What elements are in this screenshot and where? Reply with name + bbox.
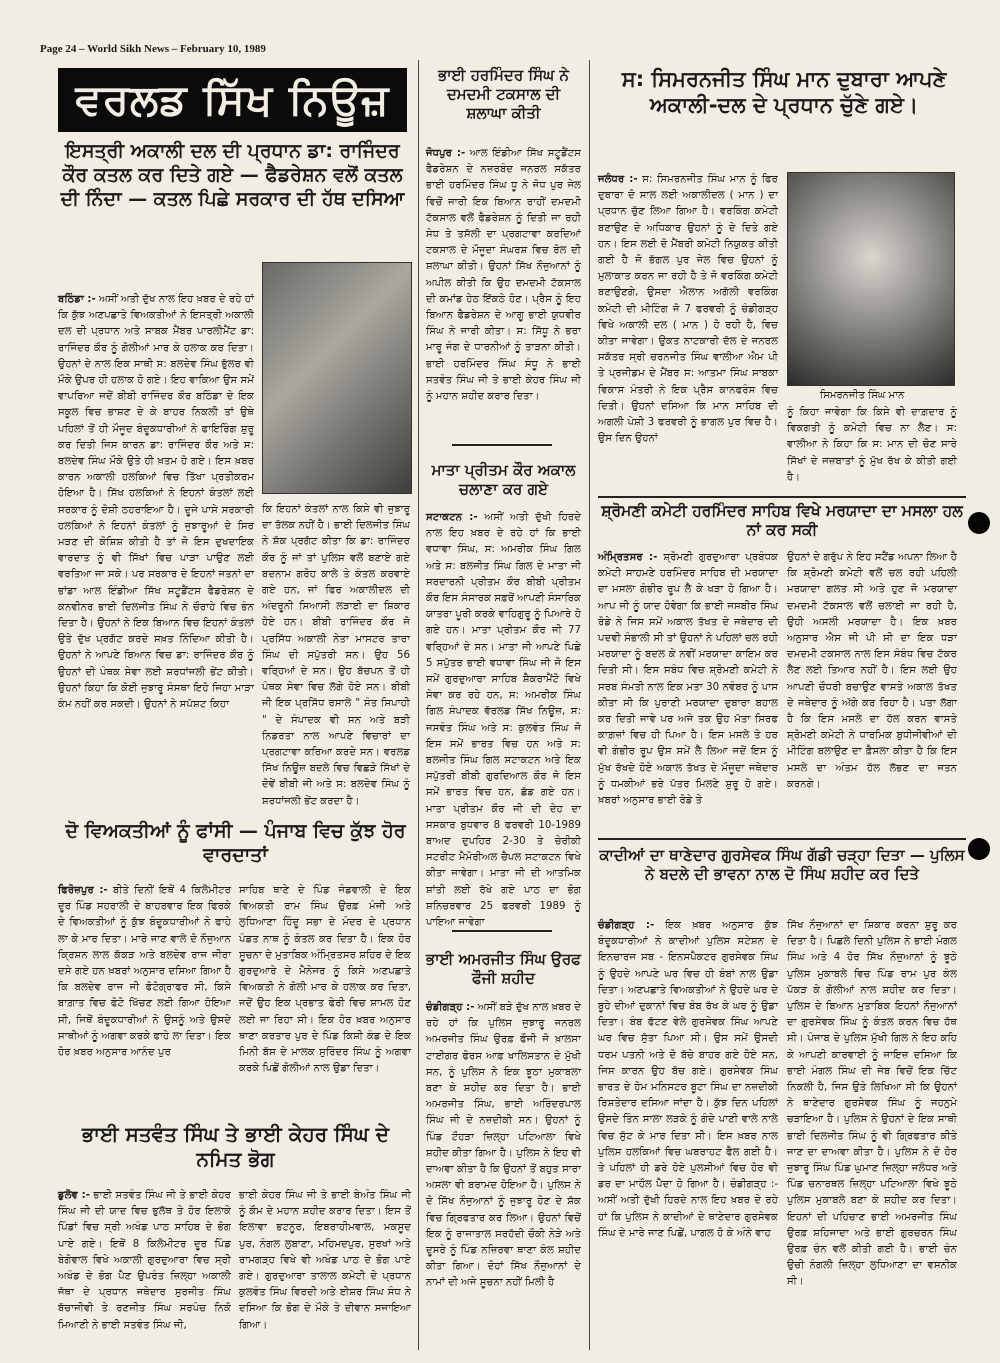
- harminder-body: [426, 146, 581, 428]
- qadian-dateline: ਚੰਡੀਗੜ੍ਹ :-: [598, 920, 655, 931]
- mann-body: [598, 172, 778, 490]
- column-divider-2: [589, 60, 590, 1350]
- harminder-headline: ਭਾਈ ਹਰਮਿੰਦਰ ਸਿੰਘ ਨੇ ਦਮਦਮੀ ਟਕਸਾਲ ਦੀ ਸ਼ਲਾਘਾ ਕੀਤੀ: [438, 66, 569, 122]
- faansi-body-col1: [58, 883, 231, 1108]
- bhog-body-col1: [58, 1188, 231, 1346]
- mata-headline: ਮਾਤਾ ਪ੍ਰੀਤਮ ਕੌਰ ਅਕਾਲ ਚਲਾਣਾ ਕਰ ਗਏ: [431, 461, 576, 498]
- faansi-body-col2: [239, 883, 411, 1108]
- mann-headline: ਸ: ਸਿਮਰਨਜੀਤ ਸਿੰਘ ਮਾਨ ਦੁਬਾਰਾ ਆਪਣੇ ਅਕਾਲੀ-ਦਲ ਦੇ ਪ੍ਰਧਾਨ ਚੁੱਣੇ ਗਏ।: [621, 67, 947, 118]
- faansi-headline: ਦੋ ਵਿਅਕਤੀਆਂ ਨੂੰ ਫਾਂਸੀ — ਪੰਜਾਬ ਵਿਚ ਕੁੱਝ ਹੋਰ ਵਾਰਦਾਤਾਂ: [65, 820, 406, 866]
- shromani-body-text2: ਉਹਨਾਂ ਦੇ ਗਰੁੱਪ ਨੇ ਇਹ ਸਟੈਂਡ ਅਪਨਾ ਲਿਆ ਹੈ ਕਿ ਸ਼੍ਰੋਮਣੀ ਕਮੇਟੀ ਵਲੋਂ ਚਲ ਰਹੀ ਪਹਿਲੀ ਮਰਯਾਦਾ ਗਲਤ ਸੀ ਅਤੇ ਹੁਣ ਜੋ ਮਰਯਾਦਾ ਦਮਦਮੀ ਟੱਕਸਾਲ ਵਲੋਂ ਚਲਾਈ ਜਾ ਰਹੀ ਹੈ, ਉਹੀ ਅਸਲੀ ਮਰਯਾਦਾ ਹੈ। ਇਕ ਖ਼ਬਰ ਅਨੁਸਾਰ ਐਸ ਜੀ ਪੀ ਸੀ ਦਾ ਇਕ ਧੜਾ ਦਮਦਮੀ ਟਕਸਾਲ ਨਾਲ ਇਸ ਸੰਬੰਧ ਵਿਚ ਟੱਕਰ ਲੈਣ ਲਈ ਤਿਆਰ ਨਹੀਂ ਹੈ। ਇਸ ਲਈ ਉਹ ਆਪਣੀ ਚੌਧਰੀ ਬਚਾਉਣ ਵਾਸਤੇ ਅਕਾਲ ਤੱਖਤ ਦੇ ਜਥੇਦਾਰ ਨੂੰ ਅੱਗੇ ਕਰ ਰਿਹਾ ਹੈ। ਪਤਾ ਲੱਗਾ ਹੈ ਕਿ ਇਸ ਮਸਲੇ ਦਾ ਹੱਲ ਕਰਨ ਵਾਸਤੇ ਸ਼੍ਰੋਮਣੀ ਕਮੇਟੀ ਨੇ ਧਾਰਮਿਕ ਬੁਧੀਜੀਵੀਆਂ ਦੀ ਮੀਟਿੰਗ ਬਲਾਉਣ ਦਾ ਫ਼ੈਸਲਾ ਕੀਤਾ ਹੈ ਕਿ ਇਸ ਮਸਲੇ ਦਾ ਅੰਤਮ ਹੱਲ ਲੱਭਣ ਦਾ ਜਤਨ ਕਰਨਗੇ।: [787, 552, 957, 790]
- istri-body-col2: [262, 502, 410, 807]
- shromani-body-col2: [787, 550, 957, 832]
- amarjit-headline: ਭਾਈ ਅਮਰਜੀਤ ਸਿੰਘ ਉਰਫ ਫੌਜੀ ਸ਼ਹੀਦ: [426, 950, 581, 987]
- qadian-body-col1: [598, 918, 778, 1348]
- faansi-body-text2: ਸਾਹਿਬ ਥਾਣੇ ਦੇ ਪਿੰਡ ਜੰਡਵਾਲੀ ਦੇ ਇਕ ਵਿਅਕਤੀ ਰਾਮ ਸਿੰਘ ਉਰਫ਼ ਮੰਜੀ ਅਤੇ ਲੁਧਿਆਣਾ ਹਿੰਦੂ ਸਭਾ ਦੇ ਮੰਦਰ ਦੇ ਪ੍ਰਧਾਨ ਪੰਡਤ ਨਾਥ ਨੂੰ ਕੰਤਲ ਕਰ ਦਿਤਾ ਹੈ। ਇਕ ਹੋਰ ਸੂਚਨਾ ਦੇ ਮੁਤਾਬਿਕ ਅੰਮ੍ਰਿਤਸਰ ਸ਼ਹਿਰ ਦੇ ਇਕ ਗੁਰਦੁਆਰੇ ਦੇ ਮੈਨੇਜਰ ਨੂੰ ਕਿਸੇ ਅਣਪਛਾਤੇ ਵਿਅਕਤੀ ਨੇ ਗੋਲੀ ਮਾਰ ਕੇ ਹਲਾਕ ਕਰ ਦਿਤਾ, ਜਦੋਂ ਉਹ ਇਕ ਪ੍ਰਭਾਤ ਫੇਰੀ ਵਿਚ ਸ਼ਾਮਲ ਹੋਣ ਲਈ ਜਾ ਰਿਹਾ ਸੀ। ਇਕ ਹੋਰ ਖ਼ਬਰ ਅਨੁਸਾਰ ਥਾਣਾ ਕਰਤਾਰ ਪੁਰ ਦੇ ਪਿੰਡ ਕਿਸ਼ੀ ਕੰਡ ਦੇ ਇਕ ਮਿਨੀ ਬੱਸ ਦੇ ਮਾਲਕ ਸੁਰਿੰਦਰ ਸਿੰਘ ਨੂੰ ਅਗਵਾ ਕਰਕੇ ਪਿਛੋਂ ਗੋਲੀਆਂ ਨਾਲ ਉਡਾ ਦਿਤਾ।: [239, 885, 411, 1075]
- rule-mann: [598, 496, 966, 498]
- mann-photo: [787, 172, 955, 386]
- bhog-body-text2: ਭਾਈ ਕੇਹਰ ਸਿੰਘ ਜੀ ਤੇ ਭਾਈ ਬੇਅੰਤ ਸਿੰਘ ਜੀ ਨੂੰ ਕੌਮ ਦੇ ਮਹਾਨ ਸ਼ਹੀਦ ਕਰਾਰ ਦਿਤਾ। ਇਸ ਤੋਂ ਇਲਾਵਾ ਭਟਨੂਰ, ਇਬਰਾਹੀਮਵਾਲ, ਮਕਸੂਦ ਪੁਰ, ਨੰਗਲ ਲੁਬਾਣਾ, ਮਹਿਮਦਪੁਰ, ਸੁਰਖਾਂ ਅਤੇ ਰਾਮਗੜ੍ਹ ਵਿਖੇ ਵੀ ਅਖੰਡ ਪਾਠ ਦੇ ਭੋਗ ਪਾਏ ਗਏ। ਗੁਰਦੁਆਰਾ ਤਾਲਾਲ ਕਮੇਟੀ ਦੇ ਪ੍ਰਧਾਨ ਕੁਲਵੰਤ ਸਿੰਘ ਵਿਰਦੀ ਅਤੇ ਈਸ਼ਰ ਸਿੰਘ ਸੰਧ ਨੇ ਦਸਿਆ ਕਿ ਭੋਗ ਦੇ ਮੌਕੇ ਤੇ ਦੀਵਾਨ ਸਜਾਇਆ ਗਿਆ।: [239, 1190, 411, 1331]
- istri-dateline: ਬਠਿੰਡਾ :-: [58, 294, 96, 305]
- bhog-headline: ਭਾਈ ਸਤਵੰਤ ਸਿੰਘ ਤੇ ਭਾਈ ਕੇਹਰ ਸਿੰਘ ਦੇ ਨਮਿਤ ਭੋਗ: [82, 1122, 389, 1171]
- binder-hole-bottom: [968, 838, 990, 860]
- mann-body-text: ਸ: ਸਿਮਰਨਜੀਤ ਸਿੰਘ ਮਾਨ ਨੂੰ ਫਿਰ ਦੁਬਾਰਾ ਦੋ ਸਾਲ ਲਈ ਅਕਾਲੀਦਲ ( ਮਾਨ ) ਦਾ ਪ੍ਰਧਾਨ ਚੁੱਣ ਲਿਆ ਗਿਆ ਹੈ। ਵਰਕਿੰਗ ਕਮੇਟੀ ਬਣਾਉਣ ਦੇ ਅਧਿਕਾਰ ਉਹਨਾਂ ਨੂੰ ਦੇ ਦਿਤੇ ਗਏ ਹਨ। ਇਸ ਲਈ ਦੋ ਮੈਂਬਰੀ ਕਮੇਟੀ ਨਿਯੁਕਤ ਕੀਤੀ ਗਈ ਹੈ ਜੋ ਭੱਗਲ ਪੁਰ ਜੇਲ ਵਿਚ ਉਹਨਾਂ ਨੂੰ ਮੁਲਾਕਾਤ ਕਰਨ ਜਾ ਰਹੀ ਹੈ ਤੇ ਜੋ ਵਰਕਿੰਗ ਕਮੇਟੀ ਬਣਾਉਣਗੇ, ਉਸਦਾ ਐਲਾਨ ਅਗੱਲੀ ਵਰਕਿੰਗ ਕਮੇਟੀ ਦੀ ਮੀਟਿੰਗ ਜੋ 7 ਫਰਵਰੀ ਨੂੰ ਚੰਡੀਗੜ੍ਹ ਵਿਖੇ ਅਕਾਲੀ ਦਲ ( ਮਾਨ ) ਹੋ ਰਹੀ ਹੈ, ਵਿਚ ਕੀਤਾ ਜਾਵੇਗਾ। ਉਕਤ ਨਾਟਕਾਰੀ ਦੱਲ ਦੇ ਜਨਰਲ ਸਕੱਤਰ ਸ੍ਰੀ ਚਰਨਜੀਤ ਸਿੰਘ ਵਾਲੀਆ ਐਮ ਪੀ ਤੇ ਪ੍ਰਜੀਡਮ ਦੇ ਮੈਂਬਰ ਸ: ਆਤਮਾ ਸਿੰਘ ਸਾਬਕਾ ਵਿਕਾਸ ਮੰਤਰੀ ਨੇ ਇਕ ਪ੍ਰੈਸ ਕਾਨਫਰੰਸ ਵਿਚ ਦਿਤੀ। ਉਹਨਾਂ ਦਸਿਆ ਕਿ ਮਾਨ ਸਾਹਿਬ ਦੀ ਅਗਲੀ ਪੇਸ਼ੀ 3 ਫਰਵਰੀ ਨੂੰ ਭਾਗਲ ਪੁਰ ਵਿਚ ਹੈ। ਉਸ ਦਿਨ ਉਹਨਾਂ: [598, 174, 778, 445]
- column-divider-1: [418, 60, 419, 1350]
- qadian-body-text1: ਇਕ ਖ਼ਬਰ ਅਨੁਸਾਰ ਕੁੱਝ ਬੰਦੂਕਧਾਰੀਆਂ ਨੇ ਕਾਦੀਆਂ ਪੁਲਿਸ ਸਟੇਸ਼ਨ ਦੇ ਇਨਚਾਰਜ ਸਬ - ਇਨਸਪੈਕਟਰ ਗੁਰਸੇਵਕ ਸਿੰਘ ਨੂੰ ਉਹਦੇ ਆਪਣੇ ਘਰ ਵਿਚ ਹੀ ਬੰਬਾਂ ਨਾਲ ਉਡਾ ਦਿਤਾ। ਅਣਪਛਾਤੇ ਵਿਅਕਤੀਆਂ ਨੇ ਉਹਦੇ ਘਰ ਦੇ ਬੂਹੇ ਦੀਆਂ ਦੁਕਾਨਾਂ ਵਿਚ ਬੰਬ ਰੱਖ ਕੇ ਘਰ ਨੂੰ ਉਡਾ ਦਿਤਾ। ਬੰਬ ਫੱਟਣ ਵੇਲੇ ਗੁਰਸੇਵਕ ਸਿੰਘ ਆਪਣੇ ਘਰ ਵਿਚ ਸੁੱਤਾ ਪਿਆ ਸੀ। ਉਸ ਸਮੇਂ ਉਸਦੀ ਧਰਮ ਪਤਨੀ ਅਤੇ ਦੋ ਬੱਚੇ ਬਾਹਰ ਗਏ ਹੋਏ ਸਨ, ਜਿਸ ਕਾਰਨ ਉਹ ਬੱਚ ਗਏ। ਗੁਰਸੇਵਕ ਸਿੰਘ ਭਾਰਤ ਦੇ ਹੋਮ ਮਨਿਸਟਰ ਬੂਟਾ ਸਿੰਘ ਦਾ ਨਜ਼ਦੀਕੀ ਰਿਸ਼ਤੇਦਾਰ ਦਸਿਆ ਜਾਂਦਾ ਹੈ। ਕੁੱਝ ਦਿਨ ਪਹਿਲਾਂ ਉਸਦੇ ਤਿੰਨ ਸਾਲਾ ਲੜਕੇ ਨੂੰ ਗੰਦੇ ਪਾਣੀ ਵਾਲੇ ਨਾਲੇ ਵਿਚ ਸੁੱਟ ਕੇ ਮਾਰ ਦਿਤਾ ਸੀ। ਇਸ ਖ਼ਬਰ ਨਾਲ ਪੁਲਿਸ ਹਲਕਿਆਂ ਵਿਚ ਘਬਰਾਹਟ ਫੈਲ ਗਈ ਹੈ। ਤੇ ਪਹਿਲਾਂ ਹੀ ਡਰੇ ਹੋਏ ਪੁਲਸੀਆਂ ਵਿਚ ਹੋਰ ਵੀ ਡਰ ਦਾ ਮਾਹੌਲ ਪੈਦਾ ਹੋ ਗਿਆ ਹੈ। ਚੰਡੀਗੜ੍ਹ :- ਅਸੀਂ ਅਤੀ ਦੁੱਖੀ ਹਿਰਦੇ ਨਾਲ ਇਹ ਖ਼ਬਰ ਦੇ ਰਹੇ ਹਾਂ ਕਿ ਪੁਲਿਸ ਨੇ ਕਾਦੀਆਂ ਦੇ ਥਾਣੇਦਾਰ ਗੁਰਸੇਵਕ ਸਿੰਘ ਦੇ ਮਾਰੇ ਜਾਣ ਪਿਛੋਂ, ਪਾਗਲ ਹੋ ਕੇ ਅੰਨੇ ਵਾਹ: [598, 920, 778, 1239]
- istri-headline: ਇਸਤ੍ਰੀ ਅਕਾਲੀ ਦਲ ਦੀ ਪ੍ਰਧਾਨ ਡਾ: ਰਾਜਿੰਦਰ ਕੌਰ ਕਤਲ ਕਰ ਦਿਤੇ ਗਏ — ਫੈਡਰੇਸ਼ਨ ਵਲੋਂ ਕਤਲ ਦੀ ਨਿੰਦਾ — ਕਤਲ ਪਿਛੇ ਸਰਕਾਰ ਦੀ ਹੱਥ ਦਸਿਆ: [60, 140, 405, 210]
- qadian-headline: ਕਾਦੀਆਂ ਦਾ ਥਾਣੇਦਾਰ ਗੁਰਸੇਵਕ ਸਿੰਘ ਗੱਡੀ ਚੜ੍ਹਾ ਦਿਤਾ — ਪੁਲਿਸ ਨੇ ਬਦਲੇ ਦੀ ਭਾਵਨਾ ਨਾਲ ਦੋ ਸਿੰਘ ਸ਼ਹੀਦ ਕਰ ਦਿਤੇ: [599, 846, 965, 883]
- mann-body-col2: [787, 405, 957, 489]
- istri-body-col1: [58, 292, 254, 812]
- harminder-body-text: ਆਲ ਇੰਡੀਆ ਸਿੱਖ ਸਟੂਡੈਂਟਸ ਫੈਡਰੇਸ਼ਨ ਦੇ ਨਜ਼ਰਬੰਦ ਜਨਰਲ ਸਕੱਤਰ ਭਾਈ ਹਰਮਿੰਦਰ ਸਿੰਘ ਧੂ ਨੇ ਜੋਧ ਪੁਰ ਜੇਲ ਵਿਚੋਂ ਜਾਰੀ ਇਕ ਬਿਆਨ ਰਾਹੀਂ ਦਮਦਮੀ ਟੱਕਸਾਲ ਵਲੋਂ ਫੈਡਰੇਸ਼ਨ ਨੂੰ ਦਿਤੀ ਜਾ ਰਹੀ ਸੇਧ ਤੇ ਤਸੱਲੀ ਦਾ ਪ੍ਰਗਟਾਵਾ ਕਰਦਿਆਂ ਟਕਸਾਲ ਦੇ ਮੌਜੂਦਾ ਸੰਘਰਸ਼ ਵਿਚ ਰੋਲ ਦੀ ਸ਼ਲਾਘਾ ਕੀਤੀ। ਉਹਨਾਂ ਸਿੱਖ ਨੌਜੁਆਨਾਂ ਨੂੰ ਅਪੀਲ ਕੀਤੀ ਕਿ ਉਹ ਦਮਦਮੀ ਟੱਕਸਾਲ ਦੀ ਕਮਾਂਡ ਹੇਠ ਇੱਕਠੇ ਹੋਣ। ਪ੍ਰੈਸ ਨੂੰ ਇਹ ਬਿਆਨ ਫੈਡਰੇਸ਼ਨ ਦੇ ਆਗੂ ਭਾਈ ਯੁਧਵੀਰ ਸਿੰਘ ਨੇ ਜਾਰੀ ਕੀਤਾ। ਸ: ਸਿੱਧੂ ਨੇ ਭਰਾ ਮਾਰੂ ਜੰਗ ਦੇ ਧਾਰਨੀਆਂ ਨੂੰ ਤਾੜਨਾ ਕੀਤੀ। ਭਾਈ ਹਰਮਿੰਦਰ ਸਿੰਘ ਸੰਧੂ ਨੇ ਭਾਈ ਸਤਵੰਤ ਸਿੰਘ ਜੀ ਤੇ ਭਾਈ ਕੇਹਰ ਸਿੰਘ ਜੀ ਨੂੰ ਮਹਾਨ ਸ਼ਹੀਦ ਕਰਾਰ ਦਿਤਾ।: [426, 148, 581, 403]
- harminder-dateline: ਜੋਧਪੁਰ :-: [426, 148, 466, 159]
- rule-harminder: [452, 444, 552, 446]
- shromani-body-col1: [598, 550, 778, 832]
- rajinder-kaur-photo: [262, 262, 412, 494]
- mata-body-text: ਅਸੀਂ ਅਤੀ ਦੁੱਖੀ ਹਿਰਦੇ ਨਾਲ ਇਹ ਖ਼ਬਰ ਦੇ ਰਹੇ ਹਾਂ ਕਿ ਭਾਈ ਵਧਾਵਾ ਸਿੰਘ, ਸ: ਅਮਰੀਕ ਸਿੰਘ ਗਿਲ ਅਤੇ ਸ: ਬਲਜੀਤ ਸਿੰਘ ਗਿਲ ਦੇ ਮਾਤਾ ਜੀ ਸਰਦਾਰਨੀ ਪ੍ਰੀਤਮ ਕੌਰ ਬੀਬੀ ਪ੍ਰੀਤਮ ਕੌਰ ਇਸ ਸੰਸਾਰਕ ਸਫ਼ਰੋਂ ਆਪਣੀ ਸੰਸਾਰਿਕ ਯਾਤਰਾ ਪੂਰੀ ਕਰਕੇ ਵਾਹਿਗੁਰੂ ਨੂੰ ਪਿਆਰੇ ਹੋ ਗਏ ਹਨ। ਮਾਤਾ ਪ੍ਰੀਤਮ ਕੌਰ ਜੀ 77 ਵਰ੍ਹਿਆਂ ਦੇ ਸਨ। ਮਾਤਾ ਜੀ ਆਪਣੇ ਪਿਛੇ 5 ਸਪੁੱਤਰ ਭਾਈ ਵਧਾਵਾ ਸਿੰਘ ਜੀ ਜੋ ਇਸ ਸਮੇਂ ਗੁਰਦੁਆਰਾ ਸਾਹਿਬ ਸ਼ੈਕਰਾਮੈਂਟੋ ਵਿਖੇ ਸੇਵਾ ਕਰ ਰਹੇ ਹਨ, ਸ: ਅਮਰੀਕ ਸਿੰਘ ਗਿਲ ਸੰਪਾਦਕ ਵੱਰਲਡ ਸਿੱਖ ਨਿਊਜ਼, ਸ: ਜਸਵੰਤ ਸਿੰਘ ਅਤੇ ਸ: ਕੁਲਵੰਤ ਸਿੰਘ ਜੋ ਇਸ ਸਮੇਂ ਭਾਰਤ ਵਿਚ ਹਨ ਅਤੇ ਸ: ਬਲਜੀਤ ਸਿੰਘ ਗਿਲ ਸਟਾਕਟਨ ਅਤੇ ਇਕ ਸਪੁੱਤਰੀ ਬੀਬੀ ਗੁਰਦਿਆਲ ਕੌਰ ਜੋ ਇਸ ਸਮੇਂ ਭਾਰਤ ਵਿਚ ਹਨ, ਛੱਡ ਗਏ ਹਨ। ਮਾਤਾ ਪ੍ਰੀਤਮ ਕੌਰ ਜੀ ਦੀ ਦੇਹ ਦਾ ਸਸਕਾਰ ਬੁਧਵਾਰ 8 ਫਰਵਰੀ 10-1989 ਬਾਅਦ ਦੁਪਹਿਰ 2-30 ਤੇ ਚੇਰੀਕੀ ਸਟਰੀਟ ਮੈਮੋਰੀਅਲ ਚੈਪਲ ਸਟਾਕਟਨ ਵਿਖੇ ਕੀਤਾ ਜਾਵੇਗਾ। ਮਾਤਾ ਜੀ ਦੀ ਆਤਮਿਕ ਸ਼ਾਂਤੀ ਲਈ ਰੱਖੇ ਗਏ ਪਾਠ ਦਾ ਭੋਗ ਸ਼ਨਿਚਰਵਾਰ 25 ਫਰਵਰੀ 1989 ਨੂੰ ਪਾਇਆ ਜਾਵੇਗਾ: [426, 512, 582, 929]
- masthead: ਵਰਲਡ ਸਿੱਖ ਨਿਊਜ਼: [58, 68, 407, 132]
- amarjit-body: [426, 1000, 581, 1348]
- istri-body-text1: ਅਸੀਂ ਅਤੀ ਦੁੱਖ ਨਾਲ ਇਹ ਖ਼ਬਰ ਦੇ ਰਹੇ ਹਾਂ ਕਿ ਕੁੱਝ ਅਣਪਛਾਤੇ ਵਿਅਕਤੀਆਂ ਨੇ ਇਸਤ੍ਰੀ ਅਕਾਲੀ ਦਲ ਦੀ ਪ੍ਰਧਾਨ ਅਤੇ ਸਾਬਕ ਮੈਂਬਰ ਪਾਰਲੀਮੈਂਟ ਡਾ: ਰਾਜਿੰਦਰ ਕੌਰ ਨੂੰ ਗੋਲੀਆਂ ਮਾਰ ਕੇ ਹਲਾਕ ਕਰ ਦਿਤਾ। ਉਹਨਾਂ ਦੇ ਨਾਲ ਇਕ ਸਾਥੀ ਸ: ਬਲਦੇਵ ਸਿੰਘ ਭੁੱਲਰ ਵੀ ਮੌਕੇ ਉਪਰ ਹੀ ਹਲਾਕ ਹੋ ਗਏ। ਇਹ ਵਾਕਿਆ ਉਸ ਸਮੇਂ ਵਾਪਰਿਆ ਜਦੋਂ ਬੀਬੀ ਰਾਜਿੰਦਰ ਕੌਰ ਬਠਿੰਡਾ ਦੇ ਇਕ ਸਕੂਲ ਵਿਚ ਭਾਸ਼ਣ ਦੇ ਕੇ ਬਾਹਰ ਨਿਕਲੀ ਤਾਂ ਉਥੇ ਪਹਿਲਾਂ ਤੋਂ ਹੀ ਮੌਜੂਦ ਬੰਦੂਕਧਾਰੀਆਂ ਨੇ ਫਾਇਰਿੰਗ ਸ਼ੁਰੂ ਕਰ ਦਿਤੀ ਜਿਸ ਕਾਰਨ ਡਾ: ਰਾਜਿੰਦਰ ਕੌਰ ਅਤੇ ਸ: ਬਲਦੇਵ ਸਿੰਘ ਮੌਕੇ ਉਤੇ ਹੀ ਖ਼ਤਮ ਹੋ ਗਏ। ਇਸ ਖ਼ਬਰ ਕਾਰਨ ਅਕਾਲੀ ਹਲਕਿਆਂ ਵਿਚ ਤਿੱਖਾ ਪ੍ਰਤੀਕਰਮ ਹੋਇਆ ਹੈ। ਸਿੱਖ ਹਲਕਿਆਂ ਨੇ ਇਹਨਾਂ ਕੰਤਲਾਂ ਲਈ ਸਰਕਾਰ ਨੂੰ ਦੋਸ਼ੀ ਠਹਰਾਇਆ ਹੈ। ਦੂਜੇ ਪਾਸੇ ਸਰਕਾਰੀ ਹਲਕਿਆਂ ਨੇ ਇਹਨਾਂ ਕੰਤਲਾਂ ਨੂੰ ਜੁਝਾਰੂਆਂ ਦੇ ਸਿਰ ਮੜਣ ਦੀ ਕੋਸ਼ਿਸ਼ ਕੀਤੀ ਹੈ ਤਾਂ ਜੋ ਇਸ ਦੁਖਦਾਇਕ ਵਾਰਦਾਤ ਨੂੰ ਵੀ ਸਿੱਖਾਂ ਵਿਚ ਪਾੜਾ ਪਾਉਣ ਲਈ ਵਰਤਿਆ ਜਾ ਸਕੇ। ਪਰ ਸਰਕਾਰ ਦੇ ਇਹਨਾਂ ਜਤਨਾਂ ਦਾ ਭਾਂਡਾ ਆਲ ਇੰਡੀਆ ਸਿੱਖ ਸਟੂਡੈਂਟਸ ਫੈਡਰੇਸ਼ਨ ਦੇ ਕਨਵੀਨਰ ਭਾਈ ਦਿਲਜੀਤ ਸਿੰਘ ਨੇ ਚੌਰਾਹੇ ਵਿਚ ਭੰਨ ਦਿਤਾ ਹੈ। ਉਹਨਾਂ ਨੇ ਇਕ ਬਿਆਨ ਵਿਚ ਇਹਨਾਂ ਕੰਤਲਾਂ ਉਤੇ ਦੁੱਖ ਪ੍ਰਗੱਟ ਕਰਦੇ ਸਖ਼ਤ ਨਿੰਦਿਆ ਕੀਤੀ ਹੈ। ਉਹਨਾਂ ਨੇ ਆਪਣੇ ਬਿਆਨ ਵਿਚ ਡਾ: ਰਾਜਿੰਦਰ ਕੌਰ ਨੂੰ ਉਹਨਾਂ ਦੀ ਪੰਥਕ ਸੇਵਾ ਲਈ ਸ਼ਰਧਾਂਜਲੀ ਭੇਂਟ ਕੀਤੀ। ਉਹਨਾਂ ਕਿਹਾ ਕਿ ਕੋਈ ਜੁਝਾਰੂ ਸੰਸਥਾ ਇਹੋ ਜਿਹਾ ਮਾੜਾ ਕੰਮ ਨਹੀਂ ਕਰ ਸਕਦੀ। ਉਹਨਾਂ ਨੇ ਸਪੱਸ਼ਟ ਕਿਹਾ: [58, 294, 254, 711]
- amarjit-dateline: ਚੰਡੀਗੜ੍ਹ :-: [426, 1002, 475, 1013]
- bhog-body-text1: ਭਾਈ ਸਤਵੰਤ ਸਿੰਘ ਜੀ ਤੇ ਭਾਈ ਕੇਹਰ ਸਿੰਘ ਜੀ ਦੀ ਯਾਦ ਵਿਚ ਭੁਲੱਥ ਤੇ ਹੋਰ ਇਲਾਕੇ ਪਿੰਡਾਂ ਵਿਚ ਸ੍ਰੀ ਅਖੰਡ ਪਾਠ ਸਾਹਿਬ ਦੇ ਭੋਗ ਪਾਏ ਗਏ। ਇਥੋਂ 8 ਕਿਲੋਮੀਟਰ ਦੂਰ ਪਿੰਡ ਬੇਗੋਵਾਲ ਵਿਖੇ ਅਕਾਲੀ ਗੁਰਦੁਆਰਾ ਵਿਚ ਸ੍ਰੀ ਅਖੰਡ ਦੇ ਭੋਗ ਪੈਣ ਉਪਰੰਤ ਜ਼ਿਲ੍ਹਾ ਅਕਾਲੀ ਜੱਥਾ ਦੇ ਪ੍ਰਧਾਨ ਜਥੇਦਾਰ ਸੁਰਜੀਤ ਸਿੰਘ ਬੱਚਾਜੀਵੀ ਤੇ ਰਣਜੀਤ ਸਿੰਘ ਸਰਪੰਚ ਨਿਕੋ ਮਿਆਣੀ ਨੇ ਭਾਈ ਸਤਵੰਤ ਸਿੰਘ ਜੀ,: [58, 1190, 231, 1331]
- rule-mata: [452, 930, 552, 932]
- mann-dateline: ਜਲੰਧਰ :-: [598, 174, 638, 185]
- bhog-dateline: ਡੁਲੋਵ :-: [58, 1190, 90, 1201]
- qadian-body-col2: [787, 918, 957, 1348]
- mata-dateline: ਸਟਾਕਟਨ :-: [426, 512, 478, 523]
- binder-hole-top: [968, 512, 990, 534]
- shromani-dateline: ਅੰਮ੍ਰਿਤਸਰ :-: [598, 552, 658, 563]
- bhog-body-col2: [239, 1188, 411, 1346]
- amarjit-body-text: ਅਸੀਂ ਬੜੇ ਦੁੱਖ ਨਾਲ ਖ਼ਬਰ ਦੇ ਰਹੇ ਹਾਂ ਕਿ ਪੁਲਿਸ ਜੁਝਾਰੂ ਜਨਰਲ ਅਮਰਜੀਤ ਸਿੰਘ ਉਰਫ਼ ਫੌਜੀ ਜੋ ਖ਼ਾਲਸਾ ਟਾਈਗਰ ਫੋਰਸ ਆਫ਼ ਖਾਲਿਸਤਾਨ ਦੇ ਮੁੱਖੀ ਸਨ, ਨੂੰ ਪੁਲਿਸ ਨੇ ਇਕ ਝੂਠਾ ਮੁਕਾਬਲਾ ਬਣਾ ਕੇ ਸ਼ਹੀਦ ਕਰ ਦਿਤਾ ਹੈ। ਭਾਈ ਅਮਰਜੀਤ ਸਿੰਘ, ਭਾਈ ਅਰਿੰਦਰਪਾਲ ਸਿੰਘ ਜੀ ਦੇ ਨਜ਼ਦੀਕੀ ਸਨ। ਉਹਨਾਂ ਨੂੰ ਪਿੰਡ ਟੌਹੜਾ ਜ਼ਿਲ੍ਹਾ ਪਟਿਆਲਾ ਵਿਖੇ ਸ਼ਹੀਦ ਕੀਤਾ ਗਿਆ ਹੈ। ਪੁਲਿਸ ਨੇ ਇਹ ਵੀ ਦਾਅਵਾ ਕੀਤਾ ਹੈ ਕਿ ਉਹਨਾਂ ਤੋਂ ਬਹੁਤ ਸਾਰਾ ਅਸਲਾ ਵੀ ਬਰਾਮਦ ਹੋਇਆ ਹੈ। ਪੁਲਿਸ ਨੇ ਦੋ ਸਿੱਖ ਨੌਜੁਆਨਾਂ ਨੂੰ ਜੁਝਾਰੂ ਹੋਣ ਦੇ ਸ਼ੱਕ ਵਿਚ ਗ੍ਰਿਫਤਾਰ ਕਰ ਲਿਆ। ਉਹਨਾਂ ਵਿਚੋਂ ਇਕ ਨੂੰ ਰਾਜਾਤਾਲ ਸਰਹੱਦੀ ਚੌਕੀ ਨੇੜੇ ਅਤੇ ਦੂਸਰੇ ਨੂੰ ਪਿੰਡ ਨਜ਼ਿਰਵਾ ਥਾਣਾ ਕੰਲ ਸ਼ਹੀਦ ਕੀਤਾ ਗਿਆ। ਦੋਹਾਂ ਸਿੱਖ ਨੌਜੁਆਨਾਂ ਦੇ ਨਾਮਾਂ ਦੀ ਅਜੇ ਸੂਚਨਾ ਨਹੀਂ ਮਿਲੀ ਹੈ: [426, 1002, 581, 1289]
- mann-photo-caption: ਸਿਮਰਨਜੀਤ ਸਿੰਘ ਮਾਨ: [820, 390, 905, 401]
- faansi-dateline: ਫਿਰੋਜ਼ਪੁਰ :-: [58, 885, 108, 896]
- istri-body-text2: ਕਿ ਇਹਨਾਂ ਕੰਤਲਾਂ ਨਾਲ ਕਿਸੇ ਵੀ ਜੁਝਾਰੂ ਦਾ ਤੱਲਕ ਨਹੀਂ ਹੈ। ਭਾਈ ਦਿਲਜੀਤ ਸਿੰਘ ਨੇ ਸ਼ੱਕ ਪ੍ਰਗੱਟ ਕੀਤਾ ਕਿ ਡਾ: ਰਾਜਿੰਦਰ ਕੌਰ ਨੂੰ ਜਾਂ ਤਾਂ ਪੁਲਿਸ ਵਲੋਂ ਬਣਾਏ ਗਏ ਬਦਨਾਮ ਗਰੋਹ ਕਾਲੇ ਤੇ ਕੰਤਲ ਕਰਵਾਏ ਗਏ ਹਨ, ਜਾਂ ਫਿਰ ਅਕਾਲੀਦਲ ਦੀ ਅੰਦਰੂਨੀ ਸਿਆਸੀ ਲੜਾਈ ਦਾ ਸ਼ਿਕਾਰ ਹੋਏ ਹਨ। ਬੀਬੀ ਰਾਜਿੰਦਰ ਕੌਰ ਜੋ ਪ੍ਰਸਿੱਧ ਅਕਾਲੀ ਨੇਤਾ ਮਾਸਟਰ ਤਾਰਾ ਸਿੰਘ ਦੀ ਸਪੁੱਤਰੀ ਸਨ। ਉਹ 56 ਵਰ੍ਹਿਆਂ ਦੇ ਸਨ। ਉਹ ਬੱਚਪਨ ਤੋਂ ਹੀ ਪੰਥਕ ਸੇਵਾ ਵਿਚ ਲੱਗੇ ਹੋਏ ਸਨ। ਬੀਬੀ ਜੀ ਇਕ ਪ੍ਰਸਿੱਧ ਰਸਾਲੇ " ਸੰਤ ਸਿਪਾਹੀ " ਦੇ ਸੰਪਾਦਕ ਵੀ ਸਨ ਅਤੇ ਬੜੀ ਨਿਡਰਤਾ ਨਾਲ ਆਪਣੇ ਵਿਚਾਰਾਂ ਦਾ ਪ੍ਰਗਟਾਵਾ ਕਰਿਆ ਕਰਦੇ ਸਨ। ਵਰਲਡ ਸਿੱਖ ਨਿਊਜ਼ ਬਦਲੇ ਵਿਚ ਵਿਛੜੇ ਸਿੱਖਾਂ ਦੇ ਦੋਵੇਂ ਬੀਬੀ ਜੀ ਅਤੇ ਸ: ਬਲਦੇਵ ਸਿੰਘ ਨੂੰ ਸ਼ਰਧਾਂਜਲੀ ਭੇਂਟ ਕਰਦਾ ਹੈ।: [262, 504, 410, 807]
- qadian-body-text2: ਸਿੱਖ ਨੌਜੁਆਨਾਂ ਦਾ ਸ਼ਿਕਾਰ ਕਰਨਾ ਸ਼ੁਰੂ ਕਰ ਦਿਤਾ ਹੈ। ਪਿਛਲੇ ਦਿਨੀ ਪੁਲਿਸ ਨੇ ਭਾਈ ਮੰਗਲ ਸਿੰਘ ਅਤੇ 4 ਹੋਰ ਸਿੱਖ ਨੌਜੁਆਨਾਂ ਨੂੰ ਝੂਠੇ ਪੁਲਿਸ ਮੁਕਾਬਲੇ ਵਿਚ ਪਿੰਡ ਰਾਮ ਪੁਰ ਕੰਲ ਪੱਕੜ ਕੇ ਗੋਲੀਆਂ ਨਾਲ ਸ਼ਹੀਦ ਕਰ ਦਿਤਾ। ਪੁਲਿਸ ਦੇ ਬਿਆਨ ਮੁਤਾਬਿਕ ਇਹਨਾਂ ਨੌਜੁਆਨਾਂ ਦਾ ਗੁਰਸੇਵਕ ਸਿੰਘ ਨੂੰ ਕੰਤਲ ਕਰਨ ਵਿਚ ਹੱਥ ਸੀ। ਪੰਜਾਬ ਦੇ ਪੁਲਿਸ ਮੁੱਖੀ ਗਿਲ ਨੇ ਇਹ ਕਹਿ ਕੇ ਆਪਣੀ ਕਾਰਵਾਈ ਨੂੰ ਜਾਇਜ਼ ਦਸਿਆ ਕਿ ਭਾਈ ਮੰਗਲ ਸਿੰਘ ਦੀ ਜੇਬ ਵਿਚੋਂ ਇਕ ਚਿੱਟ ਨਿਕਲੀ ਹੈ, ਜਿਸ ਉਤੇ ਲਿਖਿਆ ਸੀ ਕਿ ਉਹਨਾਂ ਨੇ ਥਾਣੇਦਾਰ ਗੁਰਸੇਵਕ ਸਿੰਘ ਨੂੰ ਜਹਨੁਮੇ ਚੜਾਇਆ ਹੈ। ਪੁਲਿਸ ਨੇ ਉਹਨਾਂ ਦੇ ਇਕ ਸਾਥੀ ਭਾਈ ਦਿਲਜੀਤ ਸਿੰਘ ਨੂੰ ਵੀ ਗ੍ਰਿਫਤਾਰ ਕੀਤੇ ਜਾਣ ਦਾ ਦਾਅਵਾ ਕੀਤਾ ਹੈ। ਪੁਲਿਸ ਨੇ ਦੋ ਹੋਰ ਜੁਝਾਰੂ ਸਿੰਘ ਪਿੰਡ ਘੁਮਾਣ ਜ਼ਿਲ੍ਹਾ ਜਲੰਧਰ ਅਤੇ ਪਿੰਡ ਚਨਾਰਥਲ ਜ਼ਿਲ੍ਹਾ ਪਟਿਆਲਾ ਵਿਖੇ ਝੂਠੇ ਪੁਲਿਸ ਮੁਕਾਬਲੇ ਬਣਾ ਕੇ ਸ਼ਹੀਦ ਕਰ ਦਿਤਾ। ਇਹਨਾਂ ਦੀ ਪਹਿਚਾਣ ਭਾਈ ਅਮਰਜੀਤ ਸਿੰਘ ਉਰਫ਼ ਸ਼ਹਿਜਾਦਾ ਅਤੇ ਭਾਈ ਗੁਰਚਰਨ ਸਿੰਘ ਉਰਫ਼ ਚੰਨ ਵਲੋਂ ਕੀਤੀ ਗਈ ਹੈ। ਭਾਈ ਚੰਨ ਉਚੀ ਨੰਗਲੀ ਜ਼ਿਲ੍ਹਾ ਲੁਧਿਆਣਾ ਦਾ ਵਸਨੀਕ ਸੀ।: [787, 920, 957, 1288]
- rule-shromani: [598, 838, 966, 840]
- faansi-body-text1: ਬੀਤੇ ਦਿਨੀਂ ਇਥੋਂ 4 ਕਿਲੋਮੀਟਰ ਦੂਰ ਪਿੰਡ ਸਹਰਾਲੀ ਦੇ ਬਾਹਰਵਾਰ ਇਕ ਫਿਰਕੇ ਦੇ ਵਿਅਕਤੀਆਂ ਨੂੰ ਕੁੱਝ ਬੰਦੂਕਧਾਰੀਆਂ ਨੇ ਫਾਹੇ ਲਾ ਕੇ ਮਾਰ ਦਿਤਾ। ਮਾਰੇ ਜਾਣ ਵਾਲੇ ਦੋ ਨੌਜੁਆਨ ਕ੍ਰਿਸ਼ਨ ਲਾਲ ਕੱਕੜ ਅਤੇ ਬਲਦੇਵ ਰਾਜ ਜੀਰਾ ਦਸੇ ਗਏ ਹਨ ਖ਼ਬਰਾਂ ਅਨੁਸਾਰ ਦਸਿਆ ਗਿਆ ਹੈ ਕਿ ਬਲਦੇਵ ਰਾਜ ਜੀ ਫੋਟੋਗ੍ਰਾਫਰ ਸੀ, ਕਿਸੇ ਬਾਗ਼ਾਤ ਵਿਚ ਫੋਟੋ ਖਿੱਚਣ ਲਈ ਗਿਆ ਹੋਇਆ ਸੀ, ਜਿਥੋਂ ਬੰਦੂਕਧਾਰੀਆਂ ਨੇ ਉਸਨੂੰ ਅਤੇ ਉਸਦੇ ਸਾਥੀਆਂ ਨੂੰ ਅਗਵਾ ਕਰਕੇ ਫਾਹੇ ਲਾ ਦਿਤਾ। ਇਕ ਹੋਰ ਖ਼ਬਰ ਅਨੁਸਾਰ ਆਨੰਦ ਪੁਰ: [58, 885, 231, 1059]
- page-header: Page 24 – World Sikh News – February 10, 1989: [40, 43, 266, 55]
- mata-body: [426, 510, 582, 929]
- mann-body-text2: ਨੂੰ ਕਿਹਾ ਜਾਵੇਗਾ ਕਿ ਕਿਸੇ ਵੀ ਦਾਗ਼ਦਾਰ ਨੂੰ ਵਿਕਗਤੀ ਨੂੰ ਕਮੇਟੀ ਵਿਚ ਨਾ ਲੈਣ। ਸ: ਵਾਲੀਆ ਨੇ ਕਿਹਾ ਕਿ ਸ: ਮਾਨ ਦੀ ਚੋਣ ਸਾਰੇ ਸਿੱਖਾਂ ਦੇ ਜਜ਼ਬਾਤਾਂ ਨੂੰ ਮੁੱਖ ਰੱਖ ਕੇ ਕੀਤੀ ਗਈ ਹੈ।: [787, 407, 957, 483]
- shromani-headline: ਸ਼੍ਰੋਮਣੀ ਕਮੇਟੀ ਹਰਮਿੰਦਰ ਸਾਹਿਬ ਵਿਖੇ ਮਰਯਾਦਾ ਦਾ ਮਸਲਾ ਹਲ ਨਾਂ ਕਰ ਸਕੀ: [601, 502, 963, 540]
- shromani-body-text1: ਸ਼੍ਰੋਮਣੀ ਗੁਰਦੁਆਰਾ ਪ੍ਰਬੰਧਕ ਕਮੇਟੀ ਸਾਹਮਣੇ ਹਰਮਿੰਦਰ ਸਾਹਿਬ ਦੀ ਮਰਯਾਦਾ ਦਾ ਮਸਲਾ ਗੰਭੀਰ ਰੂਪ ਲੈ ਕੇ ਖੜਾ ਹੋ ਗਿਆ ਹੈ। ਆਪ ਜੀ ਨੂੰ ਯਾਦ ਹੋਵੇਗਾ ਕਿ ਭਾਈ ਜਸਬੀਰ ਸਿੰਘ ਰੋਡੇ ਨੇ ਜਿਸ ਸਮੇਂ ਅਕਾਲ ਤੱਖਤ ਦੇ ਜਥੇਦਾਰ ਦੀ ਪਦਵੀ ਸੰਭਾਲੀ ਸੀ ਤਾਂ ਉਹਨਾਂ ਨੇ ਪਹਿਲਾਂ ਚਲ ਰਹੀ ਮਰਯਾਦਾ ਨੂੰ ਬਦਲ ਕੇ ਨਵੀਂ ਮਰਯਾਦਾ ਕਾਇਮ ਕਰ ਦਿਤੀ ਸੀ। ਇਸ ਸਬੰਧ ਵਿਚ ਸ਼੍ਰੋਮਣੀ ਕਮੇਟੀ ਨੇ ਸਰਬ ਸੰਮਤੀ ਨਾਲ ਇਕ ਮਤਾ 30 ਨਵੰਬਰ ਨੂੰ ਪਾਸ ਕੀਤਾ ਸੀ ਕਿ ਪੁਰਾਣੀ ਮਰਯਾਦਾ ਦੁਬਾਰਾ ਬਹਾਲ ਕਰ ਦਿਤੀ ਜਾਵੇ ਪਰ ਅਜੇ ਤਕ ਉਹ ਮੱਤਾ ਸਿਰਫ ਕਾਗ਼ਜ਼ਾਂ ਵਿਚ ਹੀ ਪਿਆ ਹੈ। ਇਸ ਮਸਲੇ ਤੇ ਹਰ ਵੀ ਗੰਭੀਰ ਰੂਪ ਉਸ ਸਮੇਂ ਲੈ ਲਿਆ ਜਦੋਂ ਇਸ ਨੂੰ ਮੁੱਖ ਰੱਖਦੇ ਹੋਏ ਅਕਾਲ ਤੱਖਤ ਦੇ ਮੌਜੂਦਾ ਜਥੇਦਾਰ ਨੂੰ ਧਮਕੀਆਂ ਭਰੇ ਪੱਤਰ ਮਿਲਣੇ ਸ਼ੁਰੂ ਹੋ ਗਏ। ਖ਼ਬਰਾਂ ਅਨੁਸਾਰ ਭਾਈ ਰੋਡੇ ਤੇ: [598, 552, 778, 807]
